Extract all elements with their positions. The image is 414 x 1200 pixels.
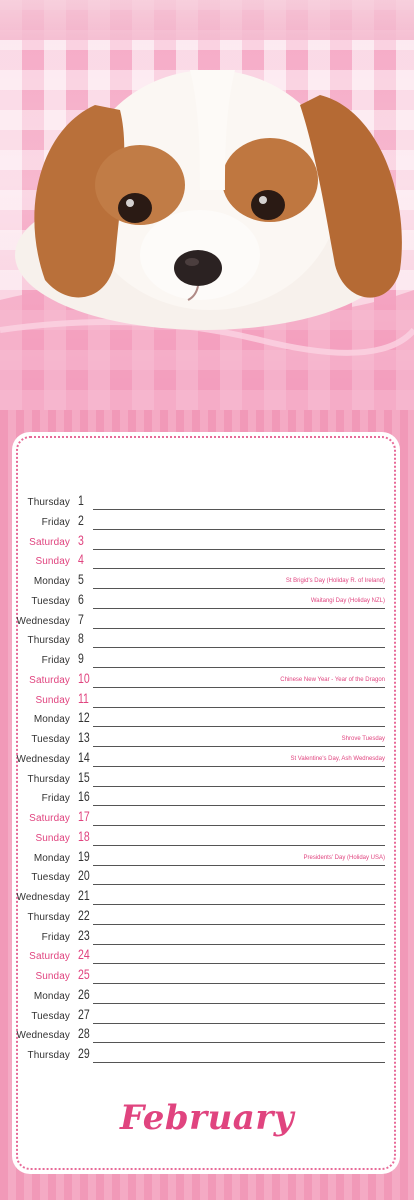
weekday-label: Sunday xyxy=(35,556,70,568)
date-number: 10 xyxy=(78,669,90,686)
day-row xyxy=(0,628,414,648)
weekday-label: Thursday xyxy=(27,1050,70,1061)
weekday-label: Tuesday xyxy=(31,872,70,884)
day-row xyxy=(0,786,414,806)
date-number: 20 xyxy=(78,867,90,884)
day-row xyxy=(0,707,414,727)
date-number: 18 xyxy=(78,827,90,844)
date-number: 23 xyxy=(78,926,90,943)
weekday-label: Friday xyxy=(41,516,70,528)
weekday-label: Saturday xyxy=(29,813,70,824)
day-row xyxy=(0,767,414,787)
holiday-note: St Brigid's Day (Holiday R. of Ireland) xyxy=(285,578,385,584)
weekday-label: Monday xyxy=(33,990,70,1002)
weekday-label: Monday xyxy=(33,714,70,726)
date-number: 25 xyxy=(78,966,90,982)
weekday-label: Saturday xyxy=(29,674,70,686)
weekday-label: Thursday xyxy=(27,635,70,647)
date-number: 7 xyxy=(78,610,84,627)
weekday-label: Saturday xyxy=(29,536,70,548)
date-number: 16 xyxy=(78,788,90,805)
date-number: 24 xyxy=(78,946,90,963)
weekday-label: Wednesday xyxy=(16,892,70,903)
day-row xyxy=(0,1004,414,1024)
weekday-label: Saturday xyxy=(29,951,70,963)
date-number: 11 xyxy=(78,689,89,706)
day-row xyxy=(0,648,414,668)
holiday-note: Waitangi Day (Holiday NZL) xyxy=(310,597,385,604)
day-row xyxy=(0,944,414,964)
date-number: 29 xyxy=(78,1045,90,1061)
weekday-label: Monday xyxy=(33,852,70,864)
day-row xyxy=(0,1023,414,1043)
weekday-label: Tuesday xyxy=(31,734,70,745)
date-number: 13 xyxy=(78,729,90,745)
date-number: 3 xyxy=(78,531,84,548)
date-number: 6 xyxy=(78,590,84,607)
day-row xyxy=(0,668,414,688)
day-row xyxy=(0,747,414,767)
date-number: 27 xyxy=(78,1005,90,1022)
month-title: February xyxy=(119,1098,295,1138)
puppy-photo xyxy=(0,0,414,410)
weekday-label: Tuesday xyxy=(31,595,70,607)
weekday-label: Tuesday xyxy=(31,1010,70,1022)
weekday-label: Thursday xyxy=(27,497,70,508)
day-row xyxy=(0,688,414,708)
day-row xyxy=(0,510,414,530)
day-row xyxy=(0,925,414,945)
weekday-label: Sunday xyxy=(35,971,70,982)
date-number: 8 xyxy=(78,630,84,647)
day-row xyxy=(0,964,414,984)
date-number: 15 xyxy=(78,768,90,785)
day-row xyxy=(0,984,414,1004)
day-row xyxy=(0,589,414,609)
day-row xyxy=(0,1043,414,1063)
weekday-label: Thursday xyxy=(27,911,70,923)
day-row xyxy=(0,569,414,589)
weekday-label: Sunday xyxy=(35,832,70,844)
date-number: 17 xyxy=(78,808,90,824)
holiday-note: Chinese New Year - Year of the Dragon xyxy=(280,676,385,683)
weekday-label: Monday xyxy=(33,576,70,587)
date-number: 12 xyxy=(78,709,90,726)
weekday-label: Thursday xyxy=(27,773,70,785)
puppy-illustration xyxy=(0,0,414,410)
day-row xyxy=(0,806,414,826)
day-row xyxy=(0,490,414,510)
weekday-label: Wednesday xyxy=(16,1030,70,1042)
day-row xyxy=(0,885,414,905)
date-number: 9 xyxy=(78,650,84,666)
day-row xyxy=(0,727,414,747)
weekday-label: Friday xyxy=(41,655,70,666)
date-number: 19 xyxy=(78,847,90,864)
holiday-note: Shrove Tuesday xyxy=(341,736,385,742)
weekday-label: Friday xyxy=(41,931,70,943)
date-number: 2 xyxy=(78,511,84,528)
date-number: 21 xyxy=(78,887,90,903)
weekday-label: Sunday xyxy=(35,694,70,706)
date-number: 28 xyxy=(78,1025,90,1042)
day-row xyxy=(0,905,414,925)
writing-line xyxy=(93,1062,385,1063)
weekday-label: Wednesday xyxy=(16,753,70,765)
day-row xyxy=(0,549,414,569)
date-number: 22 xyxy=(78,906,90,923)
holiday-note: St Valentine's Day, Ash Wednesday xyxy=(290,755,385,762)
date-number: 5 xyxy=(78,571,84,587)
day-row xyxy=(0,609,414,629)
holiday-note: Presidents' Day (Holiday USA) xyxy=(303,854,385,861)
day-row xyxy=(0,826,414,846)
date-number: 26 xyxy=(78,985,90,1002)
date-number: 1 xyxy=(78,492,84,508)
day-row xyxy=(0,865,414,885)
weekday-label: Wednesday xyxy=(16,615,70,627)
weekday-label: Friday xyxy=(41,793,70,805)
date-number: 4 xyxy=(78,551,84,568)
day-row xyxy=(0,846,414,866)
date-number: 14 xyxy=(78,748,90,765)
day-row xyxy=(0,530,414,550)
